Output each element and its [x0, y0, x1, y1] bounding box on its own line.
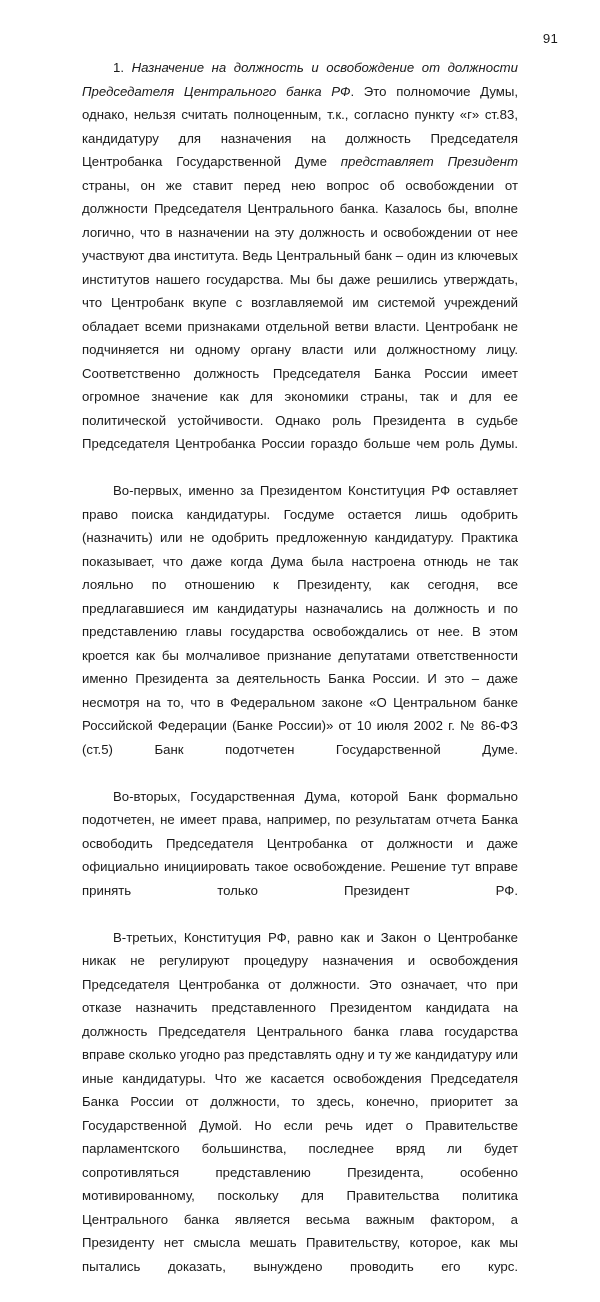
text-run: . Это полномочие Думы, однако, нельзя считать полноценным, т.к., согласно пункту «г» ст.83, кандидатуру для назначения на должность Председателя Центробанка Государственной Думе: [82, 83, 518, 169]
text-run: В-третьих, Конституция РФ, равно как и Закон о Центробанке никак не регулируют процедуру назначения и освобождения Председателя Центробанка от должности. Это означает, что при отказе назначить представленного Президентом кандидата на должность Председателя Центрального банка глава государства вправе сколько угодно раз представлять одну и ту же кандидатуру или иные кандидатуры. Что же касается освобождения Председателя Банка России от должности, то здесь, конечно, приоритет за Государственной Думой. Но если речь идет о Правительстве парламентского большинства, последнее вряд ли будет сопротивляться представлению Президента, особенно мотивированному, поскольку для Правительства политика Центрального банка является весьма важным фактором, а Президенту нет смысла мешать Правительству, которое, как мы пытались доказать, вынуждено проводить его курс.: [82, 929, 518, 1274]
italic-text-run: Назначение на должность и освобождение от должности Председателя Центрального банка РФ: [82, 60, 518, 99]
paragraph: [82, 926, 518, 1302]
text-run: 1.: [113, 60, 132, 75]
paragraph: [82, 56, 518, 479]
page-number: 91: [542, 31, 558, 46]
paragraph: [82, 479, 518, 785]
paragraph: [82, 785, 518, 926]
text-run: Во-первых, именно за Президентом Конституция РФ оставляет право поиска кандидатуры. Госдуме остается лишь одобрить (назначить) или не одобрить предложенную кандидатуру. Практика показывает, что даже когда Дума была настроена отнюдь не так лояльно по отношению к Президенту, как сегодня, все предлагавшиеся им кандидатуры назначались на должность и по представлению главы государства освобождались от нее. В этом кроется как бы молчаливое признание депутатами ответственности именно Президента за деятельность Банка России. И это – даже несмотря на то, что в Федеральном законе «О Центральном банке Российской Федерации (Банке России)» от 10 июля 2002 г. № 86-ФЗ (ст.5) Банк подотчетен Государственной Думе.: [82, 483, 518, 757]
document-text-body: [82, 56, 518, 1302]
text-run: Во-вторых, Государственная Дума, которой Банк формально подотчетен, не имеет права, например, по результатам отчета Банка освободить Председателя Центробанка от должности и даже официально инициировать такое освобождение. Решение тут вправе принять только Президент РФ.: [82, 788, 518, 898]
italic-text-run: представляет Президент: [340, 154, 518, 169]
text-run: страны, он же ставит перед нею вопрос об освобождении от должности Председателя Центрального банка. Казалось бы, вполне логично, что в назначении на эту должность и освобождении от нее участвуют два института. Ведь Центральный банк – один из ключевых институтов нашего государства. Мы бы даже решились утверждать, что Центробанк вкупе с возглавляемой им системой учреждений обладает всеми признаками отдельной ветви власти. Центробанк не подчиняется ни одному органу власти или должностному лицу. Соответственно должность Председателя Банка России имеет огромное значение как для экономики страны, так и для ее политической устойчивости. Однако роль Президента в судьбе Председателя Центробанка России гораздо больше чем роль Думы.: [82, 177, 518, 451]
